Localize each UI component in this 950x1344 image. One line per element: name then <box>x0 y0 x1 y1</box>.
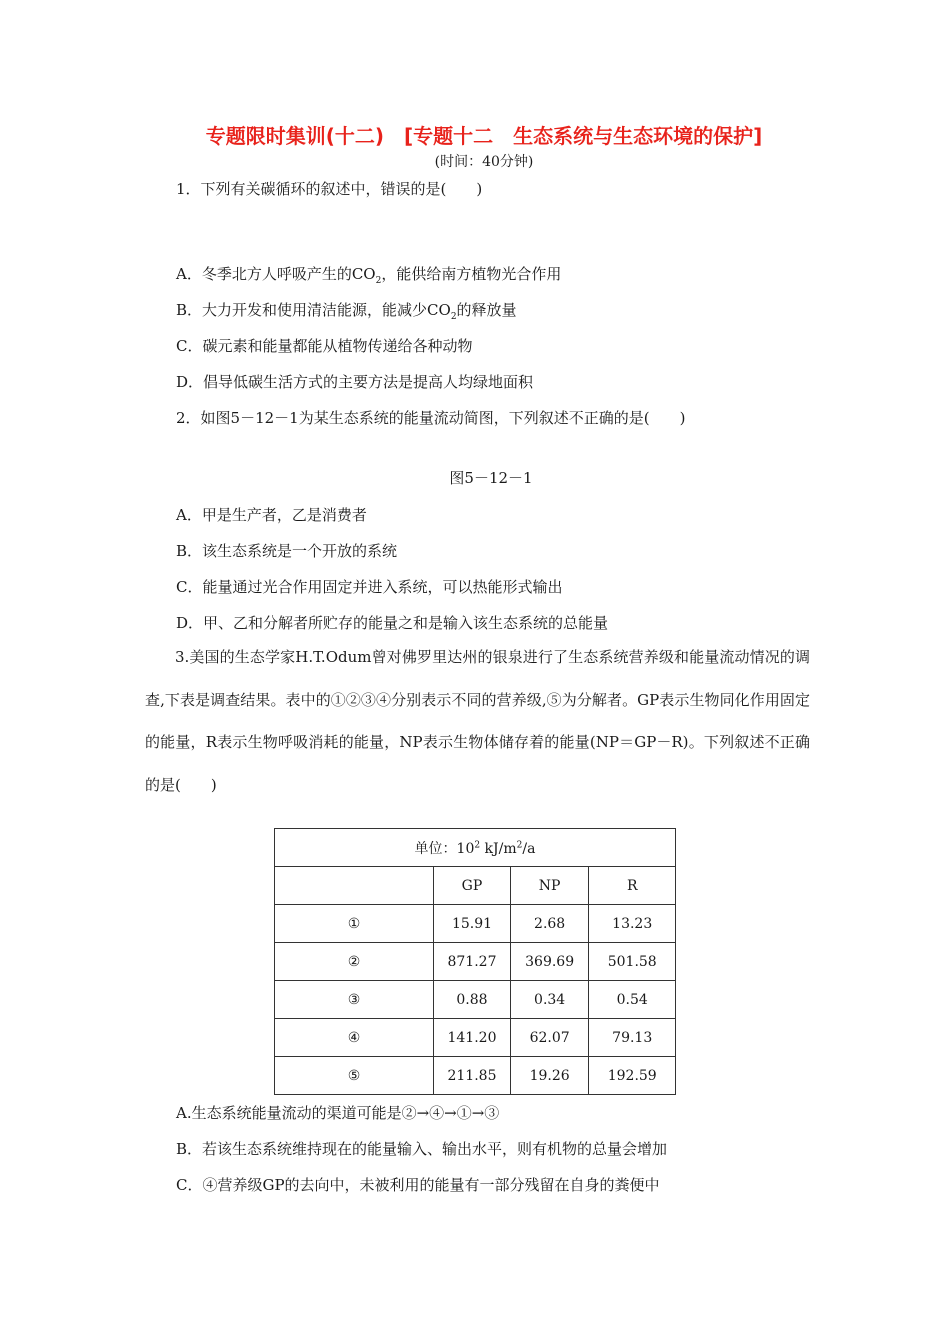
table-cell: 79.13 <box>589 1019 676 1057</box>
q2-stem: 2．如图5－12－1为某生态系统的能量流动简图，下列叙述不正确的是( ) <box>176 409 686 427</box>
q2-option-a: A．甲是生产者，乙是消费者 <box>176 506 367 524</box>
table-header-cell: NP <box>510 867 589 905</box>
q1-option-d: D．倡导低碳生活方式的主要方法是提高人均绿地面积 <box>176 373 534 391</box>
table-cell: 871.27 <box>434 943 511 981</box>
table-cell: ⑤ <box>275 1057 434 1095</box>
table-cell: 192.59 <box>589 1057 676 1095</box>
q1-stem: 1．下列有关碳循环的叙述中，错误的是( ) <box>176 180 483 198</box>
energy-table <box>274 828 676 1095</box>
q2-option-c: C．能量通过光合作用固定并进入系统，可以热能形式输出 <box>176 578 563 596</box>
q1-option-b: B．大力开发和使用清洁能源，能减少$CO_2$的释放量 <box>176 301 517 322</box>
table-cell: 369.69 <box>510 943 589 981</box>
table-cell: 19.26 <box>510 1057 589 1095</box>
table-cell: 211.85 <box>434 1057 511 1095</box>
table-row <box>275 943 676 981</box>
table-cell: ④ <box>275 1019 434 1057</box>
time-limit: (时间：40分钟) <box>434 154 534 170</box>
table-cell: ② <box>275 943 434 981</box>
table-cell: 13.23 <box>589 905 676 943</box>
q2-option-d: D．甲、乙和分解者所贮存的能量之和是输入该生态系统的总能量 <box>176 614 609 632</box>
table-unit: 单位：$10^2$ $kJ/m^2/a$ <box>275 829 676 867</box>
figure-caption: 图5－12－1 <box>449 469 533 487</box>
q3-option-c: C．④营养级GP的去向中，未被利用的能量有一部分残留在自身的粪便中 <box>176 1176 660 1194</box>
table-row <box>275 1057 676 1095</box>
q3-option-b: B．若该生态系统维持现在的能量输入、输出水平，则有机物的总量会增加 <box>176 1140 668 1158</box>
table-unit-row <box>275 829 676 867</box>
table-cell: 15.91 <box>434 905 511 943</box>
q1-option-c: C．碳元素和能量都能从植物传递给各种动物 <box>176 337 473 355</box>
table-header-cell: GP <box>434 867 511 905</box>
table-cell: ① <box>275 905 434 943</box>
table-cell: 0.34 <box>510 981 589 1019</box>
table-cell: 2.68 <box>510 905 589 943</box>
table-row <box>275 905 676 943</box>
q3-stem: 3.美国的生态学家H.T.Odum曾对佛罗里达州的银泉进行了生态系统营养级和能量流动情况的调查,下表是调查结果。表中的①②③④分别表示不同的营养级,⑤为分解者。GP表示生物同化作用固定的能量，R表示生物呼吸消耗的能量，NP表示生物体储存着的能量(NP＝GP－R)。下列叙述不正确的是( ) <box>145 648 810 794</box>
table-cell: 0.88 <box>434 981 511 1019</box>
q2-option-b: B．该生态系统是一个开放的系统 <box>176 542 398 560</box>
table-cell: 62.07 <box>510 1019 589 1057</box>
table-cell: 501.58 <box>589 943 676 981</box>
q1-option-a: A．冬季北方人呼吸产生的$CO_2$，能供给南方植物光合作用 <box>176 265 562 286</box>
table-header-cell <box>275 867 434 905</box>
table-cell: 0.54 <box>589 981 676 1019</box>
table-header-cell: R <box>589 867 676 905</box>
table-cell: 141.20 <box>434 1019 511 1057</box>
table-cell: ③ <box>275 981 434 1019</box>
table-header-row <box>275 867 676 905</box>
page-title: 专题限时集训(十二) [专题十二 生态系统与生态环境的保护] <box>205 124 763 148</box>
table-row <box>275 1019 676 1057</box>
table-row <box>275 981 676 1019</box>
q3-option-a: A.生态系统能量流动的渠道可能是②→④→①→③ <box>176 1104 500 1122</box>
